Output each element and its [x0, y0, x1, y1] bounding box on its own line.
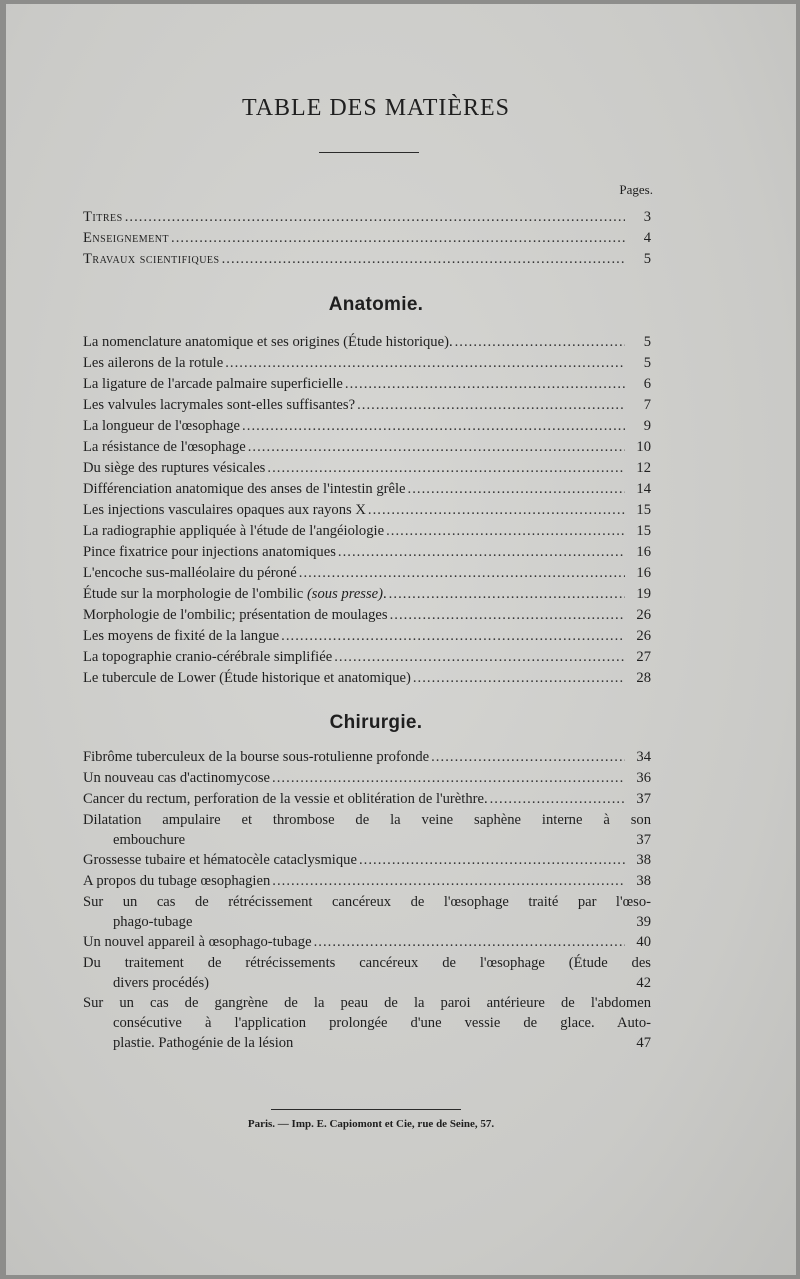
document-page — [6, 4, 796, 1275]
toc-entry-page: 5 — [643, 355, 651, 371]
toc-entry-page: 10 — [636, 439, 651, 455]
toc-entry-page: 14 — [636, 481, 651, 497]
toc-entry-title: La ligature de l'arcade palmaire superficielle — [83, 376, 343, 392]
toc-entry-page: 42 — [636, 975, 651, 991]
anatomie-list — [83, 332, 651, 689]
footer-divider — [271, 1109, 461, 1110]
toc-entry-page: 7 — [643, 397, 651, 413]
toc-entry — [83, 871, 651, 892]
toc-entry-title: Enseignement — [83, 230, 170, 246]
toc-entry-title: Morphologie de l'ombilic; présentation de moulages — [83, 607, 388, 623]
toc-entry — [83, 374, 651, 395]
toc-entry-page: 12 — [636, 460, 651, 476]
toc-entry-page: 38 — [636, 873, 651, 889]
toc-entry-page: 47 — [636, 1035, 651, 1051]
toc-entry — [83, 228, 651, 249]
toc-entry-title: A propos du tubage œsophagien — [83, 873, 271, 889]
toc-entry-title: La résistance de l'œsophage — [83, 439, 246, 455]
toc-entry-page: 37 — [636, 791, 651, 807]
toc-entry — [83, 479, 651, 500]
title-divider — [319, 152, 419, 153]
toc-entry-page: 15 — [636, 523, 651, 539]
toc-entry-title-line: embouchure — [113, 832, 186, 848]
toc-entry-page: 38 — [636, 852, 651, 868]
toc-entry — [83, 584, 651, 605]
toc-entry-title-line: divers procédés) — [113, 975, 210, 991]
toc-entry-note: (sous presse) — [306, 586, 384, 602]
toc-entry — [83, 768, 651, 789]
toc-entry-page: 9 — [643, 418, 651, 434]
toc-entry — [83, 207, 651, 228]
toc-entry-title: Différenciation anatomique des anses de l'intestin grêle — [83, 481, 406, 497]
toc-entry-page: 34 — [636, 749, 651, 765]
toc-entry — [83, 668, 651, 689]
toc-entry — [83, 500, 651, 521]
toc-entry-page: 26 — [636, 628, 651, 644]
toc-entry-page: 19 — [636, 586, 651, 602]
toc-entry-title: Étude sur la morphologie de l'ombilic (sous presse). — [83, 586, 387, 602]
printer-imprint: Paris. — Imp. E. Capiomont et Cie, rue de Seine, 57. — [247, 1118, 495, 1130]
toc-entry-title: La radiographie appliquée à l'étude de l'angéiologie — [83, 523, 385, 539]
toc-entry-title-line: Sur un cas de rétrécissement cancéreux de l'œsophage traité par l'œso- — [83, 894, 651, 910]
toc-entry — [83, 563, 651, 584]
toc-entry-page: 40 — [636, 934, 651, 950]
toc-entry-title: Un nouveau cas d'actinomycose — [83, 770, 271, 786]
toc-entry-page: 39 — [636, 914, 651, 930]
toc-entry-title: Les valvules lacrymales sont-elles suffisantes? — [83, 397, 356, 413]
toc-entry — [83, 521, 651, 542]
toc-entry-page: 16 — [636, 565, 651, 581]
toc-entry — [83, 626, 651, 647]
toc-entry-title: La longueur de l'œsophage — [83, 418, 241, 434]
page-title: TABLE DES MATIÈRES — [241, 95, 511, 121]
toc-entry-title-line: Du traitement de rétrécissements cancéreux de l'œsophage (Étude des — [83, 955, 651, 971]
toc-entry — [83, 747, 651, 768]
toc-entry-page: 16 — [636, 544, 651, 560]
pages-column-label: Pages. — [619, 182, 653, 197]
toc-entry-title: Travaux scientifiques — [83, 251, 220, 267]
toc-entry-title: Du siège des ruptures vésicales — [83, 460, 266, 476]
toc-entry-title-line: phago-tubage — [113, 914, 193, 930]
toc-entry-page: 15 — [636, 502, 651, 518]
toc-entry — [83, 647, 651, 668]
toc-entry — [83, 850, 651, 871]
toc-entry-page: 6 — [643, 376, 651, 392]
toc-entry — [83, 416, 651, 437]
toc-entry — [83, 458, 651, 479]
toc-entry-title-line: plastie. Pathogénie de la lésion — [113, 1035, 294, 1051]
toc-entry-page: 3 — [643, 209, 651, 225]
toc-entry — [83, 437, 651, 458]
toc-entry-page: 5 — [643, 334, 651, 350]
chirurgie-list — [83, 747, 651, 1053]
toc-entry-page: 5 — [643, 251, 651, 267]
toc-entry-multiline — [83, 892, 651, 932]
section-heading-anatomie: Anatomie. — [328, 294, 424, 315]
toc-entry-title-line: Sur un cas de gangrène de la peau de la paroi antérieure de l'abdomen — [83, 995, 651, 1011]
toc-entry-title: Un nouvel appareil à œsophago-tubage — [83, 934, 312, 950]
front-matter-list — [83, 207, 651, 270]
toc-entry — [83, 395, 651, 416]
toc-entry-page: 27 — [636, 649, 651, 665]
toc-entry-title: Les moyens de fixité de la langue — [83, 628, 280, 644]
toc-entry-multiline — [83, 953, 651, 993]
toc-entry-title: Fibrôme tuberculeux de la bourse sous-rotulienne profonde — [83, 749, 430, 765]
toc-entry-title: Les ailerons de la rotule — [83, 355, 224, 371]
toc-entry-title-line: Dilatation ampulaire et thrombose de la veine saphène interne à son — [83, 812, 651, 828]
toc-entry-page: 36 — [636, 770, 651, 786]
toc-entry-title: Grossesse tubaire et hématocèle cataclysmique — [83, 852, 357, 868]
toc-entry — [83, 605, 651, 626]
toc-entry-title: Le tubercule de Lower (Étude historique et anatomique) — [83, 670, 411, 686]
toc-entry-title: L'encoche sus-malléolaire du péroné — [83, 565, 297, 581]
section-heading-chirurgie: Chirurgie. — [329, 712, 423, 733]
toc-entry-page: 4 — [643, 230, 651, 246]
toc-entry-multiline — [83, 810, 651, 850]
toc-entry-title: Cancer du rectum, perforation de la vessie et oblitération de l'urèthre. — [83, 791, 488, 807]
toc-entry-title-line: consécutive à l'application prolongée d'une vessie de glace. Auto- — [113, 1015, 651, 1031]
toc-entry-title: Titres — [83, 209, 123, 225]
toc-entry-page: 37 — [636, 832, 651, 848]
toc-entry — [83, 332, 651, 353]
toc-entry-page: 28 — [636, 670, 651, 686]
toc-entry-title: Pince fixatrice pour injections anatomiques — [83, 544, 336, 560]
toc-entry-page: 26 — [636, 607, 651, 623]
toc-entry — [83, 542, 651, 563]
toc-entry — [83, 789, 651, 810]
toc-entry-title: La nomenclature anatomique et ses origines (Étude historique). — [83, 334, 453, 350]
toc-entry — [83, 932, 651, 953]
toc-entry-title: La topographie cranio-cérébrale simplifiée — [83, 649, 333, 665]
toc-entry-multiline — [83, 993, 651, 1053]
toc-entry — [83, 353, 651, 374]
toc-entry — [83, 249, 651, 270]
toc-entry-title: Les injections vasculaires opaques aux rayons X — [83, 502, 366, 518]
